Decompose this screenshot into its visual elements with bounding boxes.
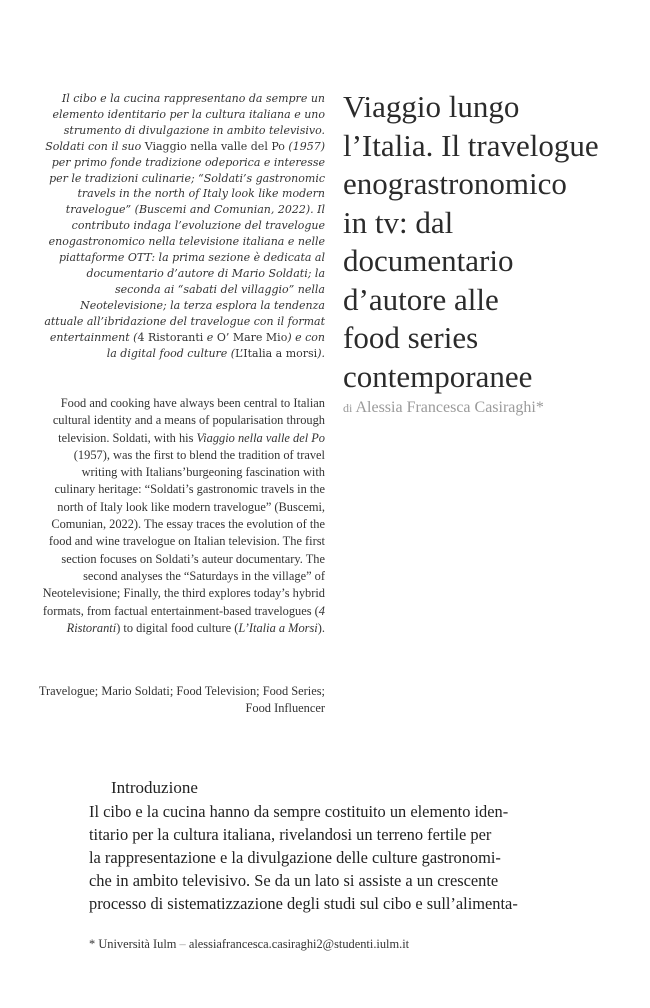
section-heading: Introduzione	[111, 778, 198, 797]
abstract-en-italia: L’Italia a Morsi	[238, 620, 318, 635]
abstract-it-italia: L’Italia a morsi	[235, 346, 318, 360]
body-line: processo di sistematizzazione degli studi sul cibo e sull’alimenta-	[89, 894, 518, 914]
title-line: food series	[343, 320, 479, 355]
abstract-it-ristoranti: 4 Ristoranti	[137, 330, 204, 344]
abstract-it-viaggio-title: Viaggio nella valle del Po	[144, 139, 285, 153]
abstract-en-text: ).	[317, 620, 325, 635]
body-line: titario per la cultura italiana, rivelandosi un terreno fertile per	[89, 825, 492, 845]
footnote-affiliation: Università Iulm	[98, 937, 177, 951]
abstract-en-ristoranti: 4 Ristoranti	[66, 603, 325, 635]
abstract-it-text: ) e con la digital food culture (	[106, 330, 325, 360]
footnote-dash: –	[179, 937, 186, 951]
title-line: d’autore alle	[343, 281, 499, 317]
intro-body	[89, 800, 589, 915]
abstract-it-omare: O’ Mare Mio	[216, 330, 288, 344]
title-line: l’Italia. Il travelogue	[343, 127, 599, 163]
body-line: Il cibo e la cucina hanno da sempre costituito un elemento iden-	[89, 802, 509, 821]
footnote-email: alessiafrancesca.casiraghi2@studenti.iulm.it	[188, 937, 410, 951]
title-line: Viaggio lungo	[343, 89, 520, 124]
abstract-en-text: Food and cooking have always been central to Italian cultural identity and a means of popularisation through television. Soldati, with his	[52, 396, 325, 445]
author-prefix: di	[343, 401, 353, 415]
body-line: la rappresentazione e la divulgazione delle culture gastronomi-	[89, 848, 501, 868]
footnote	[89, 937, 609, 952]
abstract-en-viaggio-title: Viaggio nella valle del Po	[196, 430, 325, 445]
footnote-marker: *	[89, 937, 96, 951]
abstract-it-year: (1957)	[284, 139, 325, 153]
title-line: in tv: dal	[343, 204, 454, 240]
title-line: contemporanee	[343, 358, 533, 394]
abstract-en-text: (1957), was the first to blend the tradition of travel writing with Italians’burgeoning fascination with culinary heritage: “Soldati’s gastronomic travels in the north of Italy look like modern travelogue” (Buscemi, Comunian, 2022). The essay traces the evolution of the food and wine travelogue on Italian television. The first section focuses on Soldati’s auteur documentary. The second analyses the “Saturdays in the village” of Neotelevisione; Finally, the third explores today’s hybrid formats, from factual entertainment-based travelogues (	[42, 447, 325, 618]
abstract-en-text: ) to digital food culture (	[116, 620, 239, 635]
abstract-it-text: per primo fonde tradizione odeporica e interesse per le tradizioni culinarie; “Soldati’s gastronomic travels in the north of Italy look like modern travelogue” (Buscemi and Comunian, 2022). Il contributo indaga l’evoluzione del travelogue enogastronomico nella televisione italiana e nelle piattaforme OTT: la prima sezione è dedicata al documentario d’autore di Mario Soldati; la seconda ai “sabati del villaggio” nella Neotelevisione; la terza esplora la tendenza attuale all’ibridazione del travelogue con il format entertainment (	[44, 155, 325, 344]
author-byline	[343, 399, 643, 417]
abstract-italian	[38, 91, 325, 361]
abstract-it-text: ).	[317, 346, 325, 360]
body-line: che in ambito televisivo. Se da un lato si assiste a un crescente	[89, 871, 499, 891]
author-name: Alessia Francesca Casiraghi*	[355, 399, 544, 416]
article-title	[343, 88, 643, 396]
title-line: enograstronomico	[343, 166, 567, 201]
abstract-it-text: Il cibo e la cucina rappresentano da sempre un elemento identitario per la cultura italiana e uno strumento di divulgazione in ambito televisivo. Soldati con il suo	[45, 92, 325, 153]
abstract-english	[38, 395, 325, 637]
title-line: documentario	[343, 243, 514, 278]
keywords: Travelogue; Mario Soldati; Food Television; Food Series; Food Influencer	[38, 684, 325, 716]
abstract-it-conjunction: e	[203, 330, 217, 344]
